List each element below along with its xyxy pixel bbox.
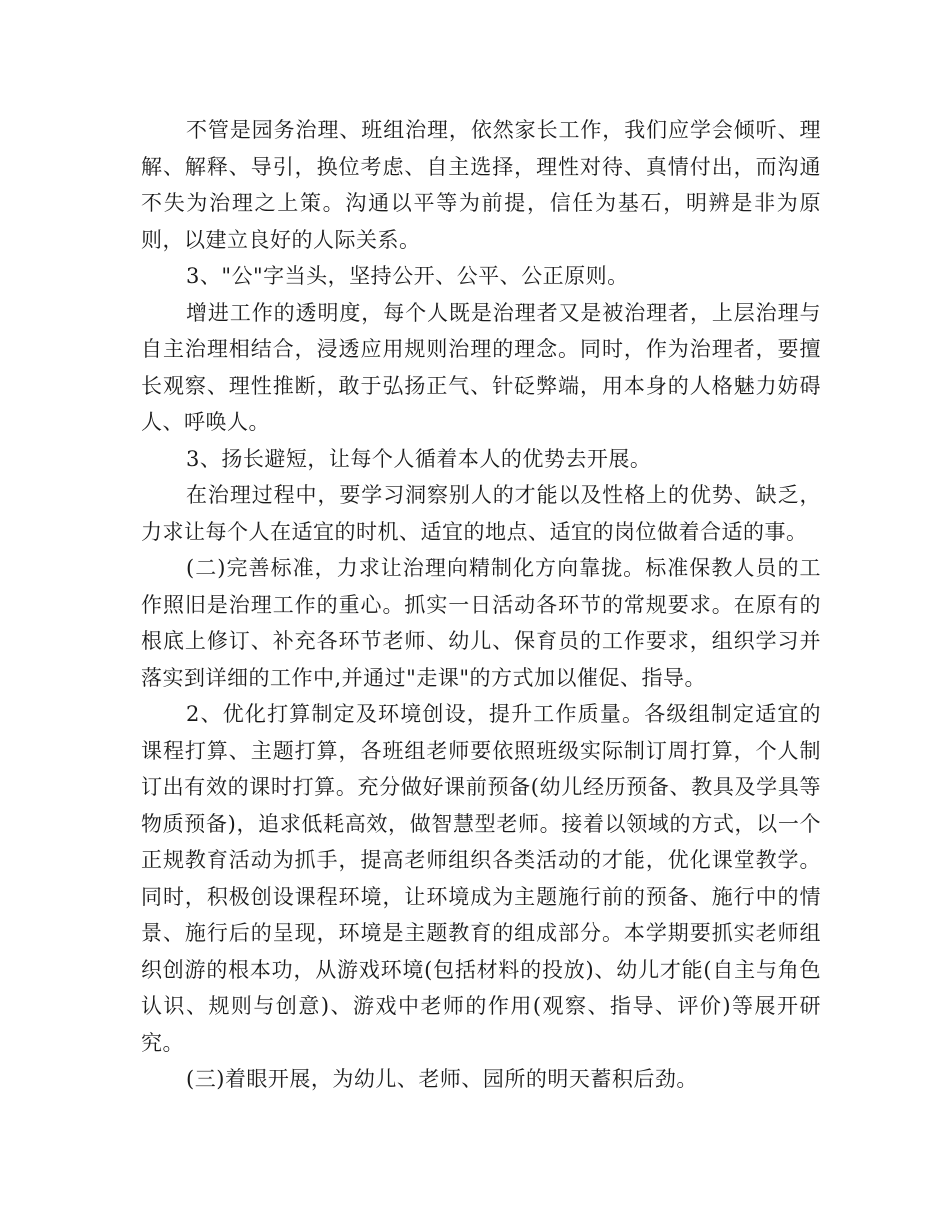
paragraph: 增进工作的透明度，每个人既是治理者又是被治理者，上层治理与自主治理相结合，浸透应用规则治理的理念。同时，作为治理者，要擅长观察、理性推断，敢于弘扬正气、针砭弊端，用本身的人格魅力妨碍人、呼唤人。 (141, 300, 821, 434)
paragraph: 2、优化打算制定及环境创设，提升工作质量。各级组制定适宜的课程打算、主题打算，各班组老师要依照班级实际制订周打算，个人制订出有效的课时打算。充分做好课前预备(幼儿经历预备、教具及学具等物质预备)，追求低耗高效，做智慧型老师。接着以领域的方式，以一个正规教育活动为抓手，提高老师组织各类活动的才能，优化课堂教学。同时，积极创设课程环境，让环境成为主题施行前的预备、施行中的情景、施行后的呈现，环境是主题教育的组成部分。本学期要抓实老师组织创游的根本功，从游戏环境(包括材料的投放)、幼儿才能(自主与角色认识、规则与创意)、游戏中老师的作用(观察、指导、评价)等展开研究。 (141, 702, 821, 1055)
document-body (141, 112, 821, 1098)
paragraph: (三)着眼开展，为幼儿、老师、园所的明天蓄积后劲。 (186, 1067, 698, 1091)
paragraph: 3、扬长避短，让每个人循着本人的优势去开展。 (186, 446, 652, 471)
paragraph: 3、"公"字当头，坚持公开、公平、公正原则。 (186, 264, 629, 288)
paragraph: (二)完善标准，力求让治理向精制化方向靠拢。标准保教人员的工作照旧是治理工作的重心。抓实一日活动各环节的常规要求。在原有的根底上修订、补充各环节老师、幼儿、保育员的工作要求，组织学习并落实到详细的工作中,并通过"走课"的方式加以催促、指导。 (141, 556, 821, 690)
paragraph: 在治理过程中，要学习洞察别人的才能以及性格上的优势、缺乏，力求让每个人在适宜的时机、适宜的地点、适宜的岗位做着合适的事。 (141, 483, 821, 544)
paragraph: 不管是园务治理、班组治理，依然家长工作，我们应学会倾听、理解、解释、导引，换位考虑、自主选择，理性对待、真情付出，而沟通不失为治理之上策。沟通以平等为前提，信任为基石，明辨是非为原则，以建立良好的人际关系。 (141, 118, 821, 252)
